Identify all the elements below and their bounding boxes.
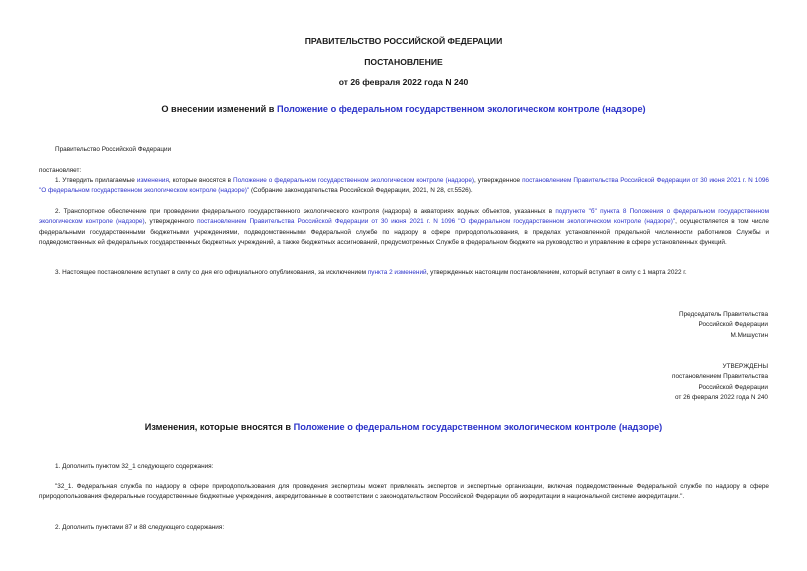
title-prefix: О внесении изменений в (161, 104, 278, 114)
p3-link-item2[interactable]: пункта 2 изменений (367, 269, 427, 276)
intro-text: Правительство Российской Федерации (55, 146, 172, 153)
p1-link-resolution[interactable]: постановлением Правительства Российской Федерации от 30 июня 2021 г. N 1096 "О федеральном государственном экологическом контроле (надзоре)" (39, 177, 769, 195)
org-heading: ПРАВИТЕЛЬСТВО РОССИЙСКОЙ ФЕДЕРАЦИИ (304, 36, 503, 46)
p1-text-a: 1. Утвердить прилагаемые (55, 177, 137, 184)
p3-text-b: , утвержденных настоящим постановлением, который вступает в силу с 1 марта 2022 г. (426, 269, 687, 276)
p3-text-a: 3. Настоящее постановление вступает в силу со дня его официального опубликования, за исключением (55, 269, 368, 276)
doc-type-heading: ПОСТАНОВЛЕНИЕ (364, 57, 443, 67)
p2-link-resolution[interactable]: постановлением Правительства Российской Федерации от 30 июня 2021 г. N 1096 "О федеральном государственном экологическом контроле (надзоре)" (197, 218, 676, 226)
approval-line-1: постановлением Правительства (672, 373, 768, 381)
changes-item-1: 1. Дополнить пунктом 32_1 следующего содержания: (55, 463, 214, 470)
decides-text: постановляет: (39, 167, 82, 174)
approval-block (468, 362, 768, 404)
approval-line-3: от 26 февраля 2022 года N 240 (675, 394, 768, 402)
p1-text-c: , утвержденное (474, 177, 523, 184)
p1-link-changes[interactable]: изменения (136, 177, 169, 184)
signature-country: Российской Федерации (698, 321, 768, 329)
p2-text-a: 2. Транспортное обеспечение при проведении федерального государственного экологического контроля (надзора) в акваториях водных объектов, указанных в (55, 208, 556, 215)
changes-item-2: 2. Дополнить пунктами 87 и 88 следующего содержания: (55, 524, 225, 531)
p2-text-c: , осуществляется в том числе федеральными государственными бюджетными учреждениями, подведомственными Федеральной службе по надзору в сфере природопользования, в пределах установленной предельной численности работников Службы и подведомственных ей федеральных государственных бюджетных учреждений, а также бюджетных ассигнований, предусмотренных Службе в федеральном бюджете на руководство и управление в сфере установленных функций. (39, 218, 769, 247)
changes-title-link[interactable]: Положение о федеральном государственном экологическом контроле (надзоре) (293, 422, 663, 432)
approval-line-2: Российской Федерации (698, 383, 768, 391)
p1-text-b: , которые вносятся в (168, 177, 234, 184)
p1-link-regulation[interactable]: Положение о федеральном государственном экологическом контроле (надзоре) (233, 177, 475, 184)
paragraph-3 (39, 268, 769, 278)
signature-title: Председатель Правительства (679, 311, 768, 318)
title-link[interactable]: Положение о федеральном государственном экологическом контроле (надзоре) (277, 104, 646, 114)
document-title (0, 104, 807, 114)
changes-quote: "32_1. Федеральная служба по надзору в сфере природопользования для проведения экспертизы может привлекать экспертов и экспертные организации, включая подведомственные Федеральной службе по надзору в сфере природопользования федеральные государственные бюджетные учреждения, аккредитованные в соответствии с законодательством Российской Федерации об аккредитации в национальной системе аккредитации.". (39, 483, 769, 501)
p2-text-b: , утвержденного (144, 218, 198, 226)
changes-title-prefix: Изменения, которые вносятся в (144, 422, 294, 432)
date-number-heading: от 26 февраля 2022 года N 240 (338, 77, 469, 87)
signature-block (468, 310, 768, 341)
signature-name: М.Мишустин (730, 331, 768, 339)
paragraph-2 (39, 207, 769, 249)
p2-link-subpoint[interactable]: подпункте "б" пункта 8 Положения о федеральном государственном экологическом контроле (надзоре) (39, 208, 769, 226)
approval-label: УТВЕРЖДЕНЫ (722, 363, 768, 370)
p1-text-d: (Собрание законодательства Российской Федерации, 2021, N 28, ст.5526). (249, 187, 473, 195)
changes-title (0, 422, 807, 432)
paragraph-1 (39, 176, 769, 197)
